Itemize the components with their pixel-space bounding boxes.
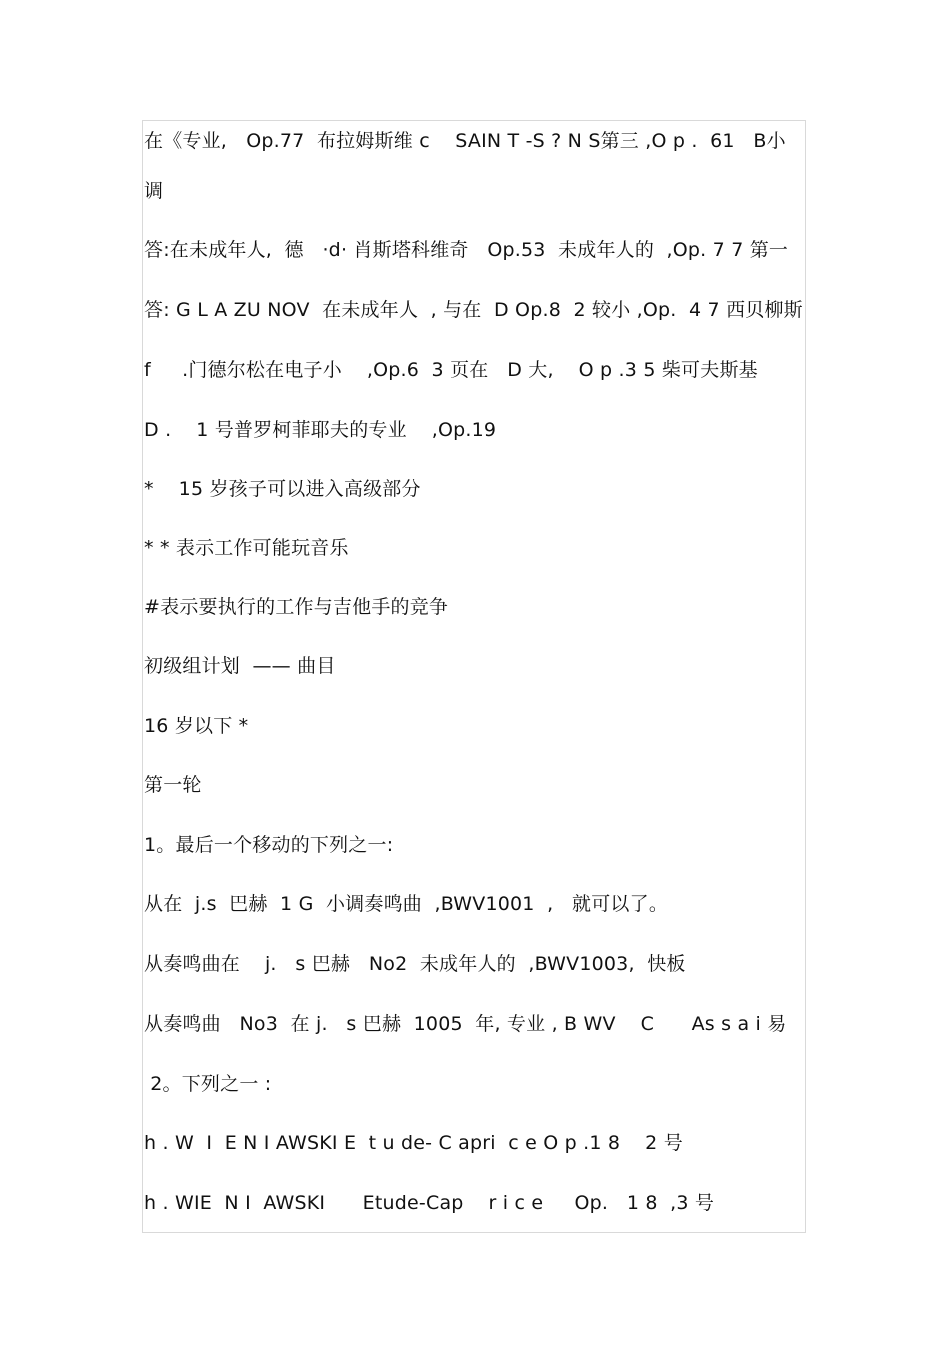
text-line-15: 从奏鸣曲在 j. s 巴赫 No2 未成年人的 ,BWV1003, 快板	[144, 953, 686, 975]
text-line-14: 从在 j.s 巴赫 1 G 小调奏鸣曲 ,BWV1001 , 就可以了。	[144, 893, 669, 915]
text-line-3: 答:在未成年人, 德 ·d· 肖斯塔科维奇 Op.53 未成年人的 ,Op. 7 7 第一	[144, 239, 789, 261]
text-line-6: D . 1 号普罗柯菲耶夫的专业 ,Op.19	[144, 419, 497, 441]
text-line-8: * * 表示工作可能玩音乐	[144, 537, 349, 559]
text-line-5: f .门德尔松在电子小 ,Op.6 3 页在 D 大, O p .3 5 柴可夫斯基	[144, 359, 758, 381]
text-line-10: 初级组计划 —— 曲目	[144, 655, 336, 677]
text-line-12: 第一轮	[144, 774, 202, 796]
text-line-4: 答: G L A ZU NOV 在未成年人 , 与在 D Op.8 2 较小 ,Op. 4 7 西贝柳斯	[144, 299, 803, 321]
text-line-16: 从奏鸣曲 No3 在 j. s 巴赫 1005 年, 专业 , B WV C As s a i 易	[144, 1013, 787, 1035]
text-line-17: 2。下列之一 :	[144, 1073, 272, 1095]
text-line-18: h . W I E N I AWSKI E t u de- C apri c e O p .1 8 2 号	[144, 1132, 683, 1154]
text-line-11: 16 岁以下 *	[144, 715, 249, 737]
text-line-9: #表示要执行的工作与吉他手的竞争	[144, 596, 449, 618]
text-line-19: h . WIE N I AWSKI Etude-Cap r i c e Op. 1 8 ,3 号	[144, 1192, 715, 1214]
text-line-1: 在《专业, Op.77 布拉姆斯维 c SAIN T -S ? N S第三 ,O p . 61 B小	[144, 130, 786, 152]
text-line-7: * 15 岁孩子可以进入高级部分	[144, 478, 421, 500]
text-line-13: 1。最后一个移动的下列之一:	[144, 834, 394, 856]
text-line-2: 调	[144, 180, 164, 202]
